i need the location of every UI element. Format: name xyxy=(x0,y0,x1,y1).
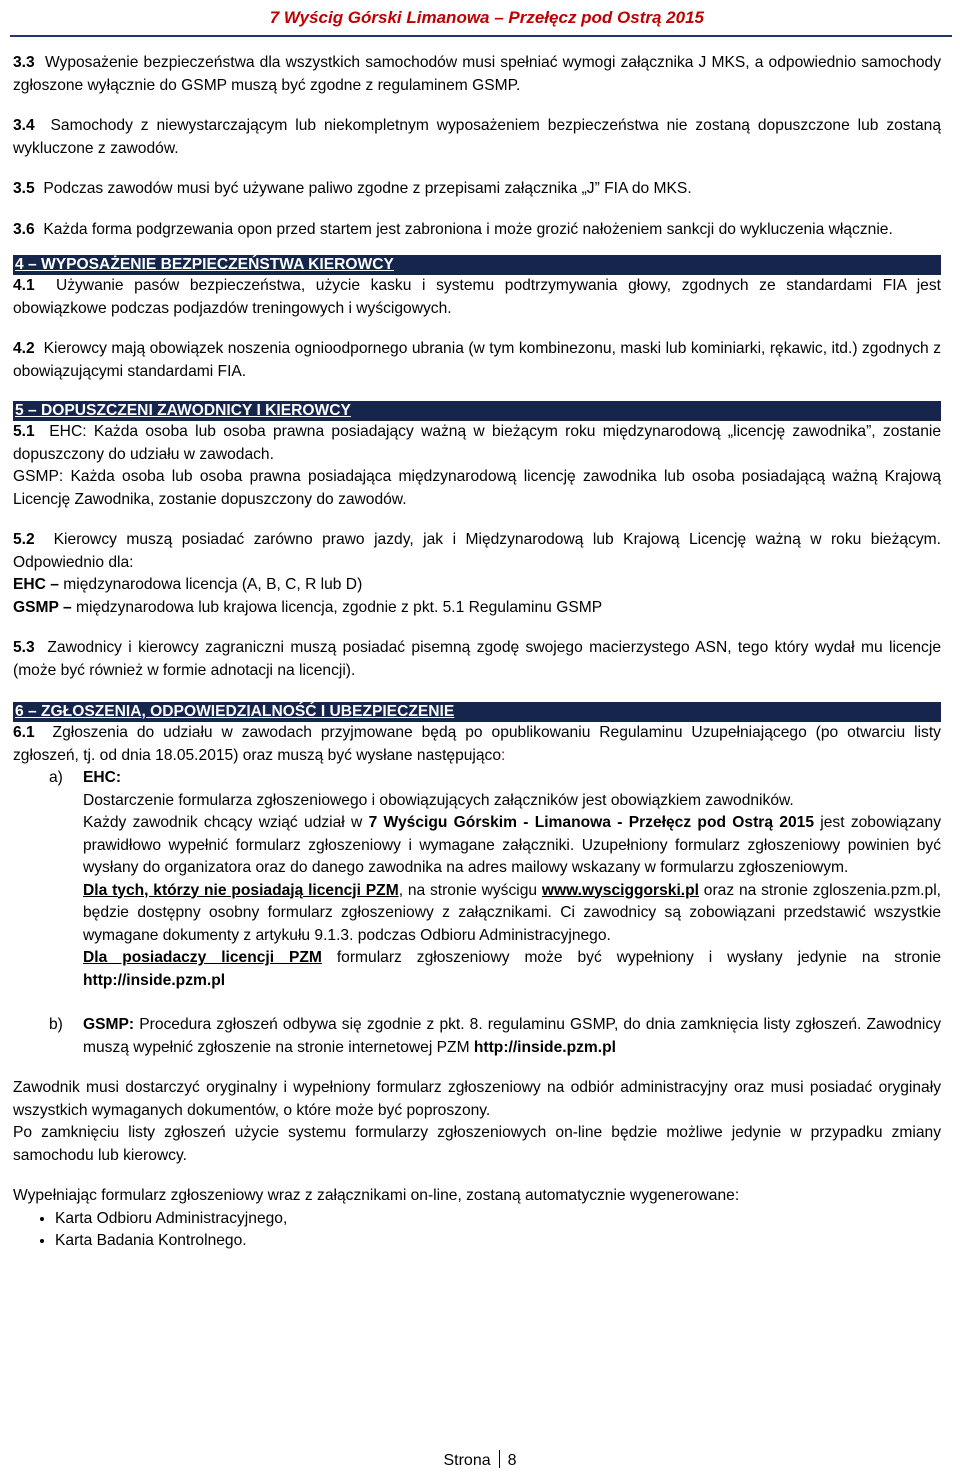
item-a-label: a) xyxy=(49,769,63,786)
section-3-3 xyxy=(13,52,941,97)
footer-separator xyxy=(499,1450,500,1468)
section-text: EHC: Każda osoba lub osoba prawna posiadający ważną w bieżącym roku międzynarodową „licencję zawodnika”, zostanie dopuszczony do udziału w zawodach. xyxy=(13,423,942,463)
item-a-p4 xyxy=(83,947,941,992)
item-a-p3-text: , na stronie wyścigu xyxy=(398,881,542,899)
no-licence-note: Dla tych, którzy nie posiadają licencji PZM xyxy=(83,881,399,899)
section-number: 6.1 xyxy=(13,724,35,741)
section-number: 5.3 xyxy=(13,639,35,656)
gsmp-label: GSMP – xyxy=(13,598,72,616)
auto-generated-paragraph: Wypełniając formularz zgłoszeniowy wraz z załącznikami on-line, zostaną automatycznie wygenerowane: xyxy=(13,1187,740,1204)
section-5-3 xyxy=(13,637,941,682)
section-text: Wyposażenie bezpieczeństwa dla wszystkich samochodów musi spełniać wymogi załącznika J MKS, a odpowiednio samochody zgłoszone wyłącznie do GSMP muszą być zgodne z regulaminem GSMP. xyxy=(13,54,941,94)
section-number: 3.5 xyxy=(13,180,35,197)
section-4-2 xyxy=(13,338,941,383)
item-b-title: GSMP: xyxy=(83,1016,135,1033)
section-number: 3.3 xyxy=(13,54,35,71)
item-b-label: b) xyxy=(49,1016,63,1033)
section-3-4 xyxy=(13,115,941,160)
generated-documents-list xyxy=(13,1208,941,1253)
page-header xyxy=(10,8,952,30)
document-body xyxy=(13,52,941,1253)
section-6-1 xyxy=(13,722,941,767)
section-number: 4.2 xyxy=(13,340,35,357)
section-5-1-gsmp: GSMP: Każda osoba lub osoba prawna posiadająca międzynarodową licencję zawodnika lub osoba posiadającą ważną Krajową Licencję Zawodnika, zostanie dopuszczony do zawodów. xyxy=(13,468,941,508)
section-number: 5.1 xyxy=(13,423,35,440)
item-a-heading xyxy=(49,767,941,790)
section-text: Kierowcy mają obowiązek noszenia ognioodpornego ubrania (w tym kombinezonu, maski lub kominiarki, rękawic, xyxy=(43,340,828,357)
original-documents-paragraph: Zawodnik musi dostarczyć oryginalny i wypełniony formularz zgłoszeniowy na odbiór administracyjny oraz musi posiadać oryginały wszystkich wymaganych dokumentów, o które może być poproszony. xyxy=(13,1079,941,1119)
item-a-p2 xyxy=(83,812,941,880)
gsmp-text: międzynarodowa lub krajowa licencja, zgodnie z pkt. 5.1 Regulaminu GSMP xyxy=(71,598,603,616)
item-a-title: EHC: xyxy=(83,769,122,786)
item-a-p3-text-cont: oraz na stronie zgloszenia.pzm.pl, będzie dostępny osobny formularz zgłoszeniowy z załącznikami. Ci zawodnicy są zobowiązani przedstawić wszystkie wymagane dokumenty z artykułu 9.1.3. podczas Odbioru Administracyjnego. xyxy=(83,881,941,944)
ehc-licence-line xyxy=(13,574,941,597)
header-rule xyxy=(10,35,952,37)
section-colon: : xyxy=(501,746,506,764)
section-text: Każda forma podgrzewania opon przed startem jest zabroniona i może grozić nałożeniem sankcji do wykluczenia włącznie. xyxy=(43,220,893,238)
section-text: Podczas zawodów musi być używane paliwo zgodne z przepisami załącznika „J” FIA do MKS. xyxy=(43,180,692,197)
item-a-p1: Dostarczenie formularza zgłoszeniowego i obowiązujących załączników jest obowiązkiem zawodników. xyxy=(83,791,794,809)
race-website-link[interactable]: www.wysciggorski.pl xyxy=(541,881,699,899)
item-a-p3 xyxy=(83,880,941,948)
item-a-p2-text: Każdy zawodnik chcący wziąć udział w xyxy=(83,814,369,831)
item-a-p2-text-cont: jest zobowiązany prawidłowo wypełnić formularz zgłoszeniowy i wymagane załączniki. Uzupełniony formularz zgłoszeniowy powinien być wysłany do organizatora oraz do danego zawodnika na adres mailowy wskazany w formularzu zgłoszeniowym. xyxy=(83,814,941,876)
item-b xyxy=(13,1014,941,1059)
event-name: 7 Wyścigu Górskim - Limanowa - Przełęcz pod Ostrą 2015 xyxy=(368,814,814,831)
section-text: Zgłoszenia do udziału w zawodach przyjmowane będą po opublikowaniu Regulaminu Uzupełniającego (po otwarciu listy zgłoszeń, tj. od dnia 18.05.2015) oraz muszą być wysłane następująco xyxy=(13,724,941,764)
item-a xyxy=(13,767,941,992)
item-b-body: Procedura zgłoszeń odbywa się zgodnie z pkt. 8. regulaminu GSMP, do dnia zamknięcia listy zgłoszeń. Zawodnicy muszą wypełnić zgłoszenie na stronie internetowej PZM xyxy=(83,1016,941,1056)
section-text-cont: itd.) zgodnych z obowiązującymi standardami FIA. xyxy=(13,340,941,380)
section-5-1 xyxy=(13,421,941,466)
ehc-text: międzynarodowa licencja (A, B, C, R lub D) xyxy=(58,576,363,593)
item-b-text xyxy=(49,1014,941,1059)
item-a-p4-text: formularz zgłoszeniowy może być wypełniony i wysłany jedynie na stronie xyxy=(321,949,941,966)
list-item: • Karta Odbioru Administracyjnego, xyxy=(55,1208,941,1231)
section-number: 4.1 xyxy=(13,277,35,294)
heading-section-6: 6 – ZGŁOSZENIA, ODPOWIEDZIALNOŚĆ I UBEZPIECZENIE xyxy=(13,702,941,722)
ehc-label: EHC – xyxy=(13,576,59,593)
section-number: 5.2 xyxy=(13,531,35,548)
section-text: Używanie pasów bezpieczeństwa, użycie kasku i systemu podtrzymywania głowy, zgodnych ze standardami FIA jest obowiązkowe podczas podjazdów treningowych i wyścigowych. xyxy=(13,277,941,317)
section-3-6 xyxy=(13,219,941,242)
gsmp-inside-link[interactable]: http://inside.pzm.pl xyxy=(473,1038,616,1056)
section-number: 3.4 xyxy=(13,117,35,134)
section-5-2 xyxy=(13,529,941,574)
footer-label: Strona xyxy=(443,1452,491,1469)
heading-section-4: 4 – WYPOSAŻENIE BEZPIECZEŃSTWA KIEROWCY xyxy=(13,255,941,275)
page-footer xyxy=(0,1450,960,1470)
section-3-5 xyxy=(13,178,941,201)
section-text: Samochody z niewystarczającym lub niekompletnym wyposażeniem bezpieczeństwa nie zostaną dopuszczone lub zostaną wykluczone z zawodów. xyxy=(13,117,942,157)
page-number: 8 xyxy=(507,1452,517,1469)
header-title: 7 Wyścig Górski Limanowa – Przełęcz pod Ostrą 2015 xyxy=(269,8,704,27)
pzm-licence-note: Dla posiadaczy licencji PZM xyxy=(83,949,322,966)
closed-list-paragraph: Po zamknięciu listy zgłoszeń użycie systemu formularzy zgłoszeniowych on-line będzie możliwe jedynie w przypadku zmiany samochodu lub kierowcy. xyxy=(13,1124,941,1164)
section-number: 3.6 xyxy=(13,220,35,238)
section-text: Kierowcy muszą posiadać zarówno prawo jazdy, jak i Międzynarodową lub Krajową Licencję ważną w roku bieżącym. Odpowiednio dla: xyxy=(13,531,941,571)
pzm-inside-link[interactable]: http://inside.pzm.pl xyxy=(83,971,226,989)
gsmp-licence-line xyxy=(13,597,941,620)
list-item: • Karta Badania Kontrolnego. xyxy=(55,1230,941,1253)
section-4-1 xyxy=(13,275,941,320)
heading-section-5: 5 – DOPUSZCZENI ZAWODNICY I KIEROWCY xyxy=(13,401,941,421)
section-text: Zawodnicy i kierowcy zagraniczni muszą posiadać pisemną zgodę swojego macierzystego ASN, tego który wydał mu licencje (może być również w formie adnotacji na licencji). xyxy=(13,639,941,679)
